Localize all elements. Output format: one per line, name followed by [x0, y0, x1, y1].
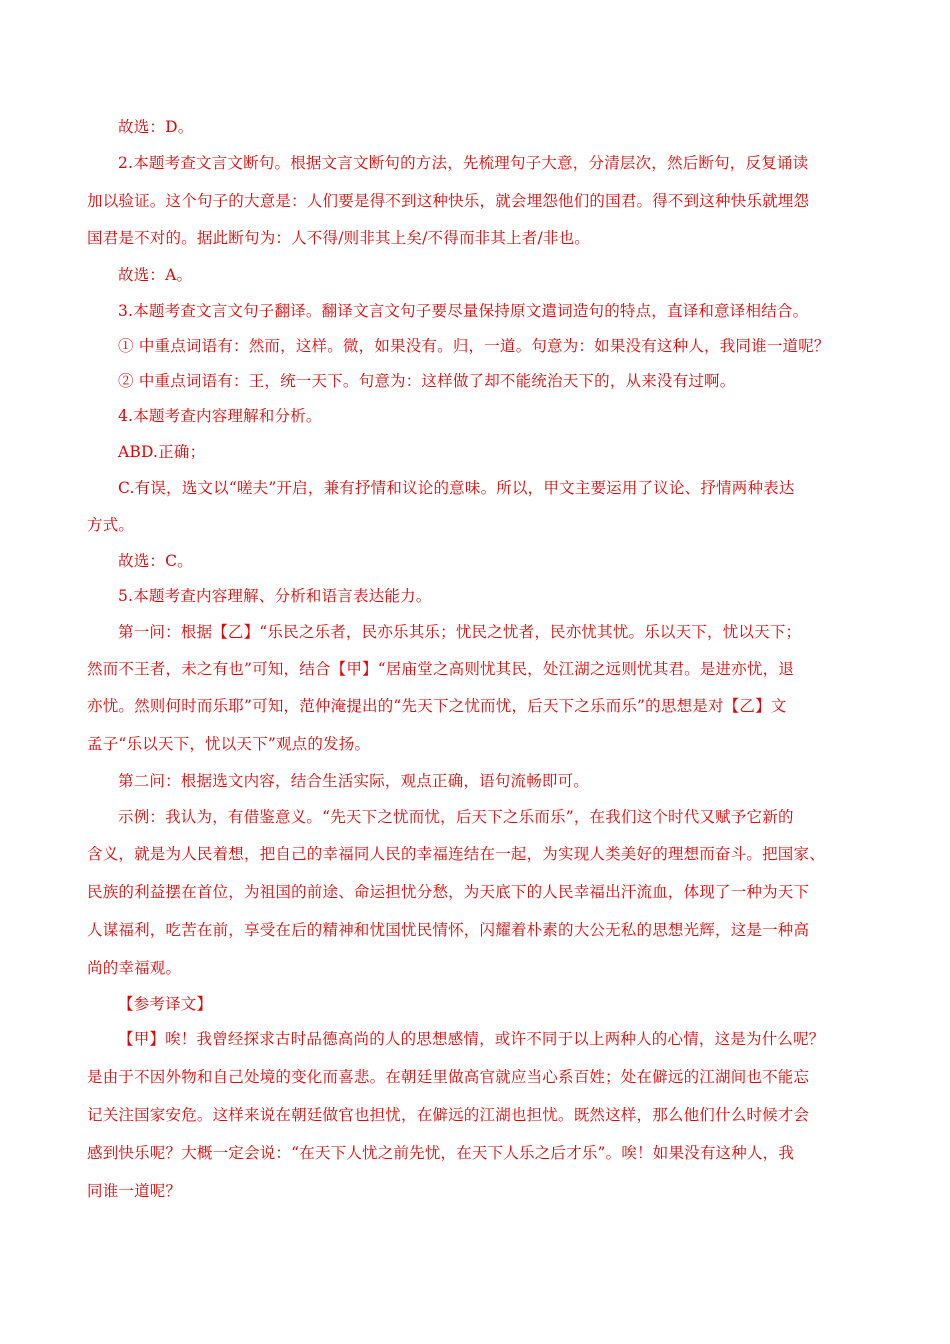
text-line: 第二问：根据选文内容，结合生活实际，观点正确，语句流畅即可。	[118, 772, 590, 790]
text-line: 方式。	[87, 516, 135, 534]
text-line: 5.本题考查内容理解、分析和语言表达能力。	[118, 587, 432, 605]
text-line: 民族的利益摆在首位，为祖国的前途、命运担忧分愁，为天底下的人民幸福出汗流血，体现了一种为天下	[87, 883, 810, 901]
text-line: C.有误，选文以“嗟夫”开启，兼有抒情和议论的意味。所以，甲文主要运用了议论、抒情两种表达	[118, 479, 795, 497]
text-line: 示例：我认为，有借鉴意义。“先天下之忧而忧，后天下之乐而乐”，在我们这个时代又赋予它新的	[118, 808, 794, 826]
text-line: 尚的幸福观。	[87, 959, 182, 977]
text-line: ② 中重点词语有：王，统一天下。句意为：这样做了却不能统治天下的，从来没有过啊。	[118, 372, 736, 390]
text-line: 含义，就是为人民着想，把自己的幸福同人民的幸福连结在一起，为实现人类美好的理想而奋斗。把国家、	[87, 845, 825, 863]
text-line: 第一问：根据【乙】“乐民之乐者，民亦乐其乐；忧民之忧者，民亦忧其忧。乐以天下，忧以天下；	[118, 623, 802, 641]
text-line: 3.本题考查文言文句子翻译。翻译文言文句子要尽量保持原文遣词造句的特点，直译和意译相结合。	[118, 302, 809, 320]
text-line: 人谋福利，吃苦在前，享受在后的精神和忧国忧民情怀，闪耀着朴素的大公无私的思想光辉，这是一种高	[87, 921, 810, 939]
text-line: 故选：C。	[118, 552, 193, 570]
text-line: 是由于不因外物和自己处境的变化而喜悲。在朝廷里做高官就应当心系百姓；处在僻远的江湖间也不能忘	[87, 1068, 810, 1086]
text-line: 故选：A。	[118, 266, 193, 284]
text-line: 4.本题考查内容理解和分析。	[118, 407, 322, 425]
text-line: 孟子“乐以天下，忧以天下”观点的发扬。	[87, 735, 371, 753]
text-line: 记关注国家安危。这样来说在朝廷做官也担忧，在僻远的江湖也担忧。既然这样，那么他们什么时候才会	[87, 1106, 810, 1124]
text-line: 然而不王者，未之有也”可知，结合【甲】“居庙堂之高则忧其民，处江湖之远则忧其君。是进亦忧，退	[87, 660, 795, 678]
text-line: 2.本题考查文言文断句。根据文言文断句的方法，先梳理句子大意，分清层次，然后断句，反复诵读	[118, 154, 809, 172]
text-line: 加以验证。这个句子的大意是：人们要是得不到这种快乐，就会埋怨他们的国君。得不到这种快乐就埋怨	[87, 192, 810, 210]
text-line: ABD.正确；	[118, 443, 206, 461]
text-line: 【甲】唉！我曾经探求古时品德高尚的人的思想感情，或许不同于以上两种人的心情，这是为什么呢？	[118, 1030, 825, 1048]
text-line: 同谁一道呢？	[87, 1182, 182, 1200]
text-line: 亦忧。然则何时而乐耶”可知，范仲淹提出的“先天下之忧而忧，后天下之乐而乐”的思想是对【乙】文	[87, 697, 787, 715]
text-line: ① 中重点词语有：然而，这样。微，如果没有。归，一道。句意为：如果没有这种人，我同谁一道呢？	[118, 337, 830, 355]
section-heading: 【参考译文】	[118, 995, 213, 1013]
text-line: 国君是不对的。据此断句为：人不得/则非其上矣/不得而非其上者/非也。	[87, 229, 590, 247]
text-line: 故选：D。	[118, 118, 194, 136]
text-line: 感到快乐呢？大概一定会说：“在天下人忧之前先忧，在天下人乐之后才乐”。唉！如果没有这种人，我	[87, 1144, 795, 1162]
